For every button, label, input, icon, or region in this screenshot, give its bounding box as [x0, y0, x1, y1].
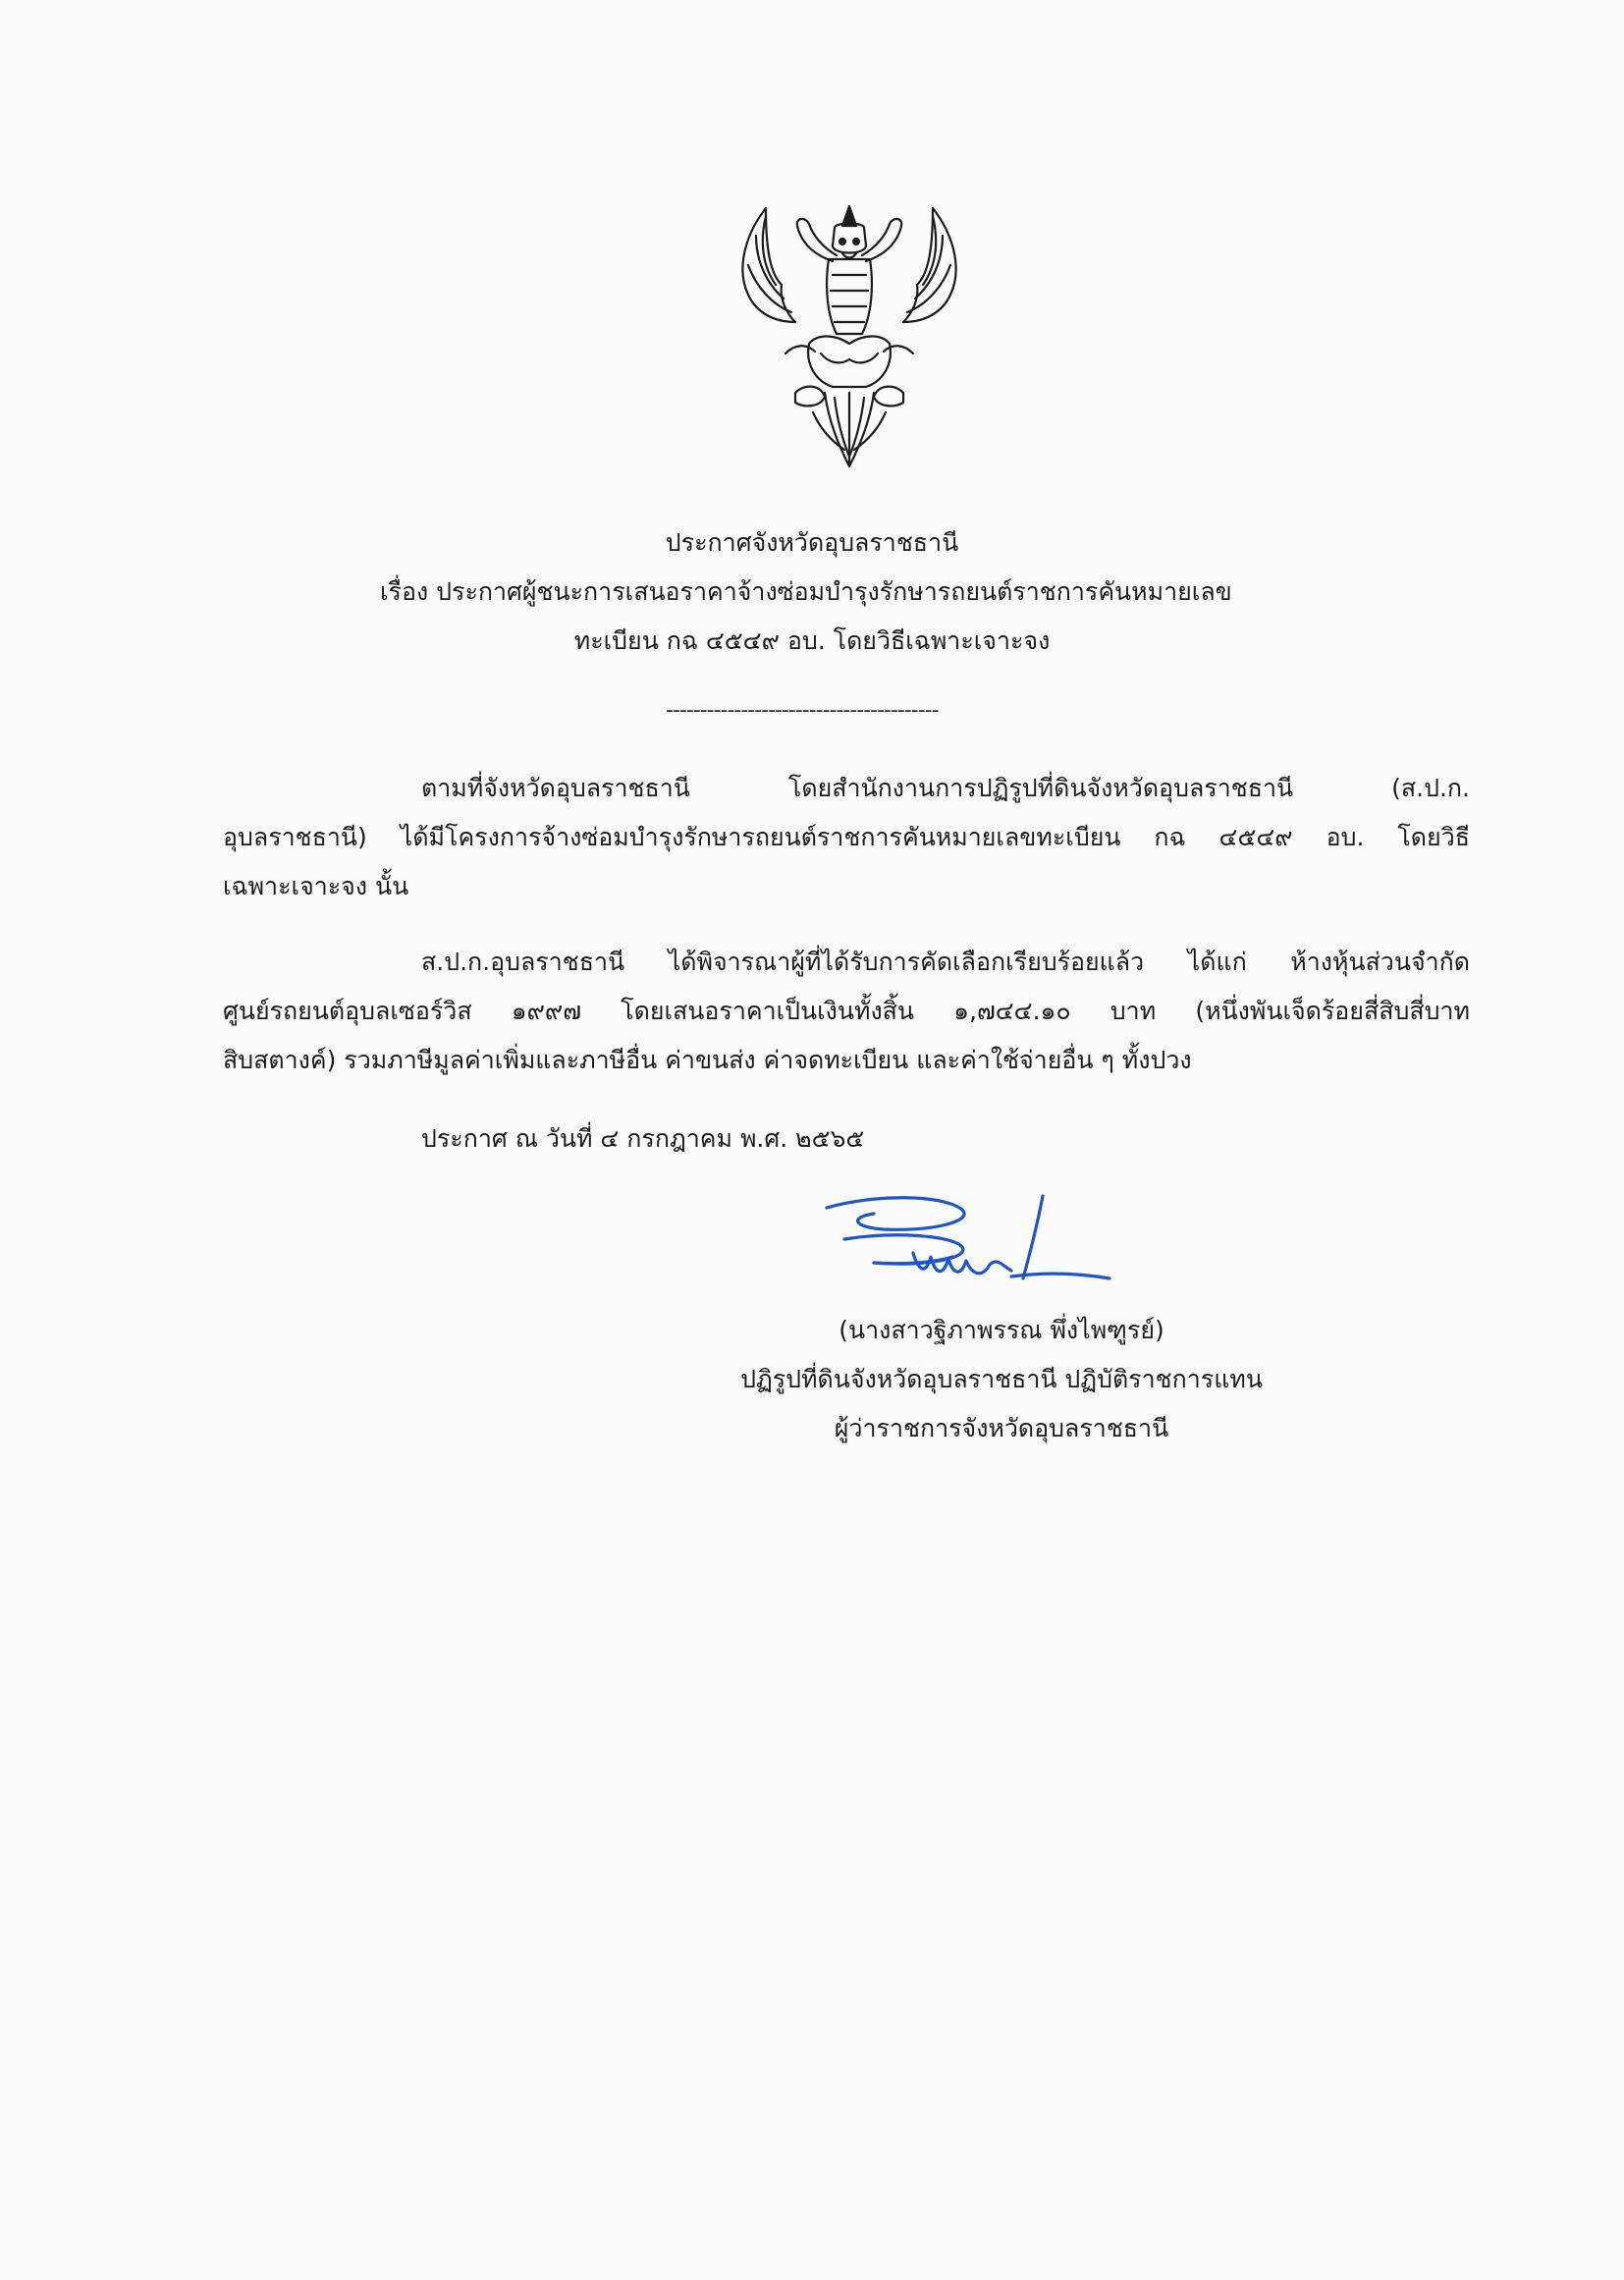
paragraph-1-line-1: ตามที่จังหวัดอุบลราชธานี โดยสำนักงานการปฏิรูปที่ดินจังหวัดอุบลราชธานี (ส.ป.ก.	[421, 774, 1470, 802]
signatory-name: (นางสาวฐิภาพรรณ พึ่งไพฑูรย์)	[839, 1316, 1164, 1344]
divider: ----------------------------------------	[666, 698, 939, 723]
signatory-role: ผู้ว่าราชการจังหวัดอุบลราชธานี	[834, 1414, 1169, 1442]
paragraph-2-line-3: สิบสตางค์) รวมภาษีมูลค่าเพิ่มและภาษีอื่น ค่าขนส่ง ค่าจดทะเบียน และค่าใช้จ่ายอื่น ๆ ทั้งปวง	[223, 1046, 1192, 1074]
document-title: ประกาศจังหวัดอุบลราชธานี	[665, 528, 959, 557]
subject-line-2: ทะเบียน กฉ ๔๕๔๙ อบ. โดยวิธีเฉพาะเจาะจง	[573, 626, 1051, 655]
paragraph-1-line-2: อุบลราชธานี) ได้มีโครงการจ้างซ่อมบำรุงรักษารถยนต์ราชการคันหมายเลขทะเบียน กฉ ๔๕๔๙ อบ. โดยวิธี	[223, 823, 1470, 851]
paragraph-2-line-1: ส.ป.ก.อุบลราชธานี ได้พิจารณาผู้ที่ได้รับการคัดเลือกเรียบร้อยแล้ว ได้แก่ ห้างหุ้นส่วนจำกัด	[421, 948, 1470, 976]
handwritten-signature	[815, 1188, 1129, 1306]
paragraph-2-line-2: ศูนย์รถยนต์อุบลเซอร์วิส ๑๙๙๗ โดยเสนอราคาเป็นเงินทั้งสิ้น ๑,๗๔๔.๑๐ บาท (หนึ่งพันเจ็ดร้อยสี่สิบสี่บาท	[223, 997, 1470, 1025]
subject-line-1: เรื่อง ประกาศผู้ชนะการเสนอราคาจ้างซ่อมบำรุงรักษารถยนต์ราชการคันหมายเลข	[380, 577, 1232, 606]
garuda-emblem-icon	[727, 196, 972, 471]
paragraph-1-line-3: เฉพาะเจาะจง นั้น	[223, 872, 409, 900]
signatory-position: ปฏิรูปที่ดินจังหวัดอุบลราชธานี ปฏิบัติราชการแทน	[740, 1365, 1263, 1393]
announcement-date: ประกาศ ณ วันที่ ๔ กรกฎาคม พ.ศ. ๒๕๖๕	[421, 1124, 865, 1153]
